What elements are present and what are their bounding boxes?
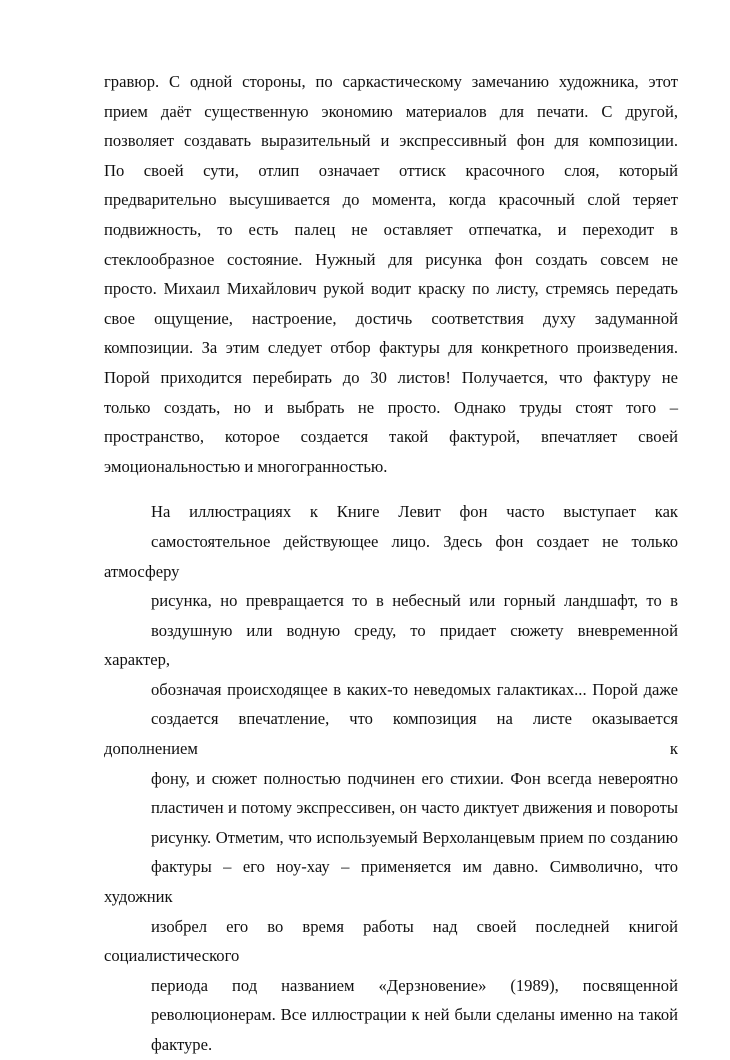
text-line: воздушную или водную среду, то придает сюжету вневременной характер, [104, 620, 678, 670]
text-line: композиции. За этим следует отбор фактуры для конкретного произведения. [104, 338, 678, 358]
text-line: фактуре. [151, 1035, 213, 1054]
text-line: только создать, но и выбрать не просто. Однако труды стоят того – [104, 397, 678, 417]
paragraph-2 [104, 497, 678, 1059]
text-line: изобрел его во время работы над своей последней книгой социалистического [104, 916, 678, 966]
text-line: создается впечатление, что композиция на листе оказывается дополнением к [104, 709, 678, 759]
text-line: позволяет создавать выразительный и экспрессивный фон для композиции. [104, 131, 678, 151]
document-page [104, 67, 678, 1060]
text-line: обозначая происходящее в каких-то неведомых галактиках... Порой даже [151, 679, 678, 699]
text-line: предварительно высушивается до момента, когда красочный слой теряет [104, 190, 678, 210]
text-line: подвижность, то есть палец не оставляет отпечатка, и переходит в [104, 219, 678, 239]
text-line: фактуры – его ноу-хау – применяется им давно. Символично, что художник [104, 857, 678, 907]
text-line: самостоятельное действующее лицо. Здесь фон создает не только атмосферу [104, 531, 678, 581]
text-line: эмоциональностью и многогранностью. [104, 456, 388, 476]
text-line: Порой приходится перебирать до 30 листов! Получается, что фактуру не [104, 367, 678, 387]
text-line: По своей сути, отлип означает оттиск красочного слоя, который [104, 160, 678, 180]
text-line: пластичен и потому экспрессивен, он часто диктует движения и повороты [151, 798, 678, 818]
text-line: просто. Михаил Михайлович рукой водит краску по листу, стремясь передать [104, 279, 678, 299]
text-line: пространство, которое создается такой фактурой, впечатляет своей [104, 427, 678, 447]
text-line: свое ощущение, настроение, достичь соответствия духу задуманной [104, 308, 678, 328]
text-line: рисунку. Отметим, что используемый Верхоланцевым прием по созданию [151, 827, 678, 847]
text-line: прием даёт существенную экономию материалов для печати. С другой, [104, 101, 678, 121]
text-line: периода под названием «Дерзновение» (1989), посвященной [151, 975, 678, 995]
text-line: гравюр. С одной стороны, по саркастическому замечанию художника, этот [104, 72, 678, 91]
text-line: рисунка, но превращается то в небесный или горный ландшафт, то в [151, 591, 678, 611]
text-line: На иллюстрациях к Книге Левит фон часто выступает как [151, 502, 678, 522]
text-line: революционерам. Все иллюстрации к ней были сделаны именно на такой [151, 1005, 678, 1025]
text-line: стеклообразное состояние. Нужный для рисунка фон создать совсем не [104, 249, 678, 269]
text-line: фону, и сюжет полностью подчинен его стихии. Фон всегда невероятно [151, 768, 678, 788]
paragraph-1 [104, 67, 678, 481]
